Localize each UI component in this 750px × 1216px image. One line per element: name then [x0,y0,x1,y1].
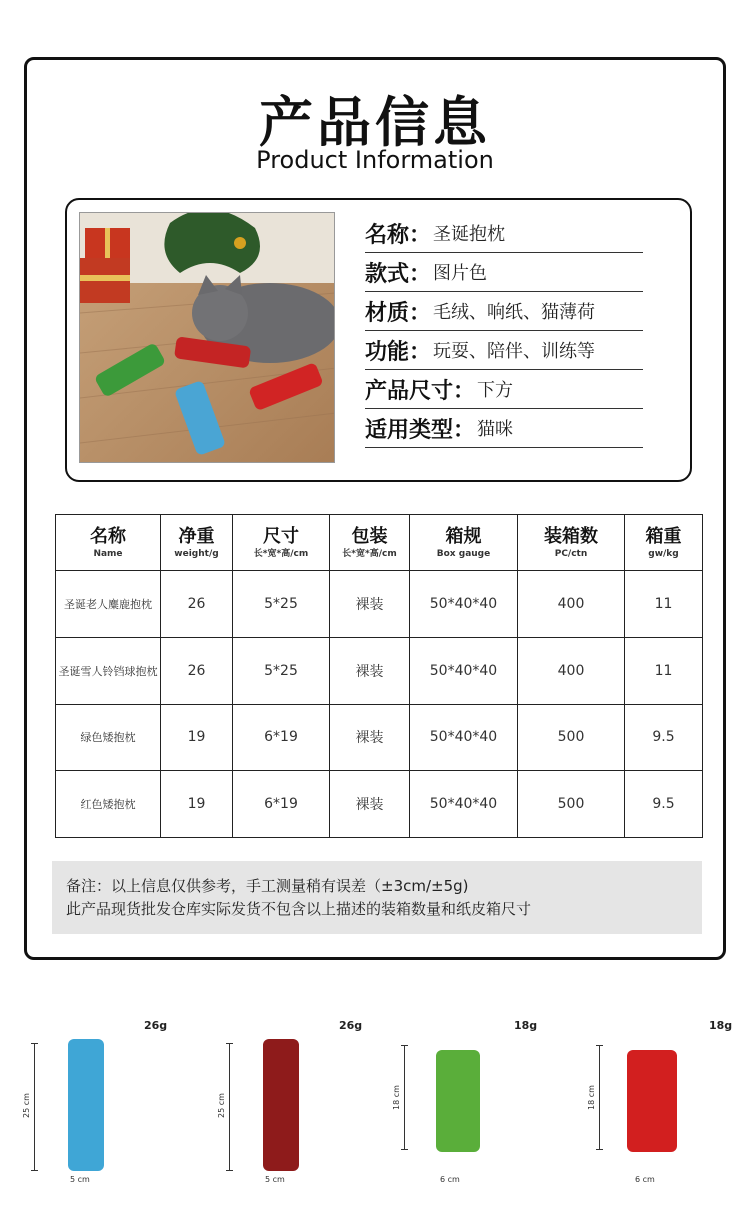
spec-value: 下方 [477,380,514,401]
pillow-red-short [627,1050,677,1152]
cell-quantity: 500 [518,771,625,838]
spec-label: 名称： [365,222,432,248]
cell-package: 裸装 [330,571,410,638]
spec-list [365,214,643,448]
product-weight: 18g [709,1019,733,1032]
cell-package: 裸装 [330,771,410,838]
cell-box-gauge: 50*40*40 [410,704,518,771]
header-box-weight: 箱重 gw/kg [625,515,703,571]
page-title: 产品信息 [259,91,491,154]
cell-box-weight: 9.5 [625,771,703,838]
product-weight: 26g [339,1019,363,1032]
header-box-gauge: 箱规 Box gauge [410,515,518,571]
cell-size: 5*25 [233,571,330,638]
header-name: 名称 Name [56,515,161,571]
table-row [56,571,703,638]
cell-weight: 26 [161,571,233,638]
spec-value: 毛绒、响纸、猫薄荷 [433,302,596,323]
cell-box-gauge: 50*40*40 [410,571,518,638]
cell-box-weight: 11 [625,637,703,704]
packing-table [55,514,703,838]
cat-with-pillows-image [80,213,335,463]
table-header-row [56,515,703,571]
product-photo [79,212,335,463]
product-info-card [24,57,726,960]
spec-row-function [365,331,643,370]
remark-line-2: 此产品现货批发仓库实际发货不包含以上描述的装箱数量和纸皮箱尺寸 [66,900,532,918]
pillow-green-short [436,1050,480,1152]
spec-row-target [365,409,643,448]
spec-row-style [365,253,643,292]
cell-box-gauge: 50*40*40 [410,771,518,838]
spec-row-material [365,292,643,331]
spec-label: 功能： [365,339,432,365]
length-dimension-line [599,1045,600,1150]
cell-package: 裸装 [330,704,410,771]
cell-name: 圣诞老人麋鹿抱枕 [56,571,161,638]
page-subtitle: Product Information [256,146,494,174]
width-label: 6 cm [635,1175,655,1184]
cell-name: 圣诞雪人铃铛球抱枕 [56,637,161,704]
spec-value: 玩耍、陪伴、训练等 [433,341,596,362]
spec-value: 猫咪 [477,419,514,440]
cell-box-weight: 11 [625,571,703,638]
header-weight: 净重 weight/g [161,515,233,571]
length-label: 18 cm [586,1085,596,1110]
pillow-blue-santa [68,1039,104,1171]
spec-label: 材质： [365,300,432,326]
cell-weight: 19 [161,771,233,838]
cell-package: 裸装 [330,637,410,704]
product-weight: 26g [144,1019,168,1032]
spec-value: 圣诞抱枕 [433,224,506,245]
product-weight: 18g [514,1019,538,1032]
spec-value: 图片色 [433,263,488,284]
cell-box-gauge: 50*40*40 [410,637,518,704]
header-package: 包装 长*宽*高/cm [330,515,410,571]
product-size-diagram-4 [585,1015,750,1195]
cell-quantity: 400 [518,637,625,704]
spec-row-size [365,370,643,409]
spec-label: 产品尺寸： [365,378,476,404]
remarks-box [52,861,702,934]
length-label: 25 cm [21,1093,31,1118]
cell-weight: 19 [161,704,233,771]
width-label: 5 cm [70,1175,90,1184]
width-label: 5 cm [265,1175,285,1184]
cell-size: 6*19 [233,771,330,838]
length-label: 18 cm [391,1085,401,1110]
width-label: 6 cm [440,1175,460,1184]
cell-weight: 26 [161,637,233,704]
cell-name: 红色矮抱枕 [56,771,161,838]
cell-box-weight: 9.5 [625,704,703,771]
length-dimension-line [34,1043,35,1171]
product-size-diagram-2 [215,1015,395,1195]
cell-quantity: 500 [518,704,625,771]
table-row [56,637,703,704]
product-size-diagram-3 [390,1015,570,1195]
spec-label: 款式： [365,261,432,287]
table-row [56,771,703,838]
header-size: 尺寸 长*宽*高/cm [233,515,330,571]
cell-name: 绿色矮抱枕 [56,704,161,771]
spec-panel [65,198,692,482]
length-dimension-line [229,1043,230,1171]
remark-line-1: 备注：以上信息仅供参考，手工测量稍有误差（±3cm/±5g) [66,877,469,895]
spec-label: 适用类型： [365,417,476,443]
cell-quantity: 400 [518,571,625,638]
table-row [56,704,703,771]
spec-row-name [365,214,643,253]
cell-size: 5*25 [233,637,330,704]
pillow-red-snowman [263,1039,299,1171]
length-dimension-line [404,1045,405,1150]
length-label: 25 cm [216,1093,226,1118]
product-size-diagram-1 [20,1015,200,1195]
header-quantity: 装箱数 PC/ctn [518,515,625,571]
cell-size: 6*19 [233,704,330,771]
